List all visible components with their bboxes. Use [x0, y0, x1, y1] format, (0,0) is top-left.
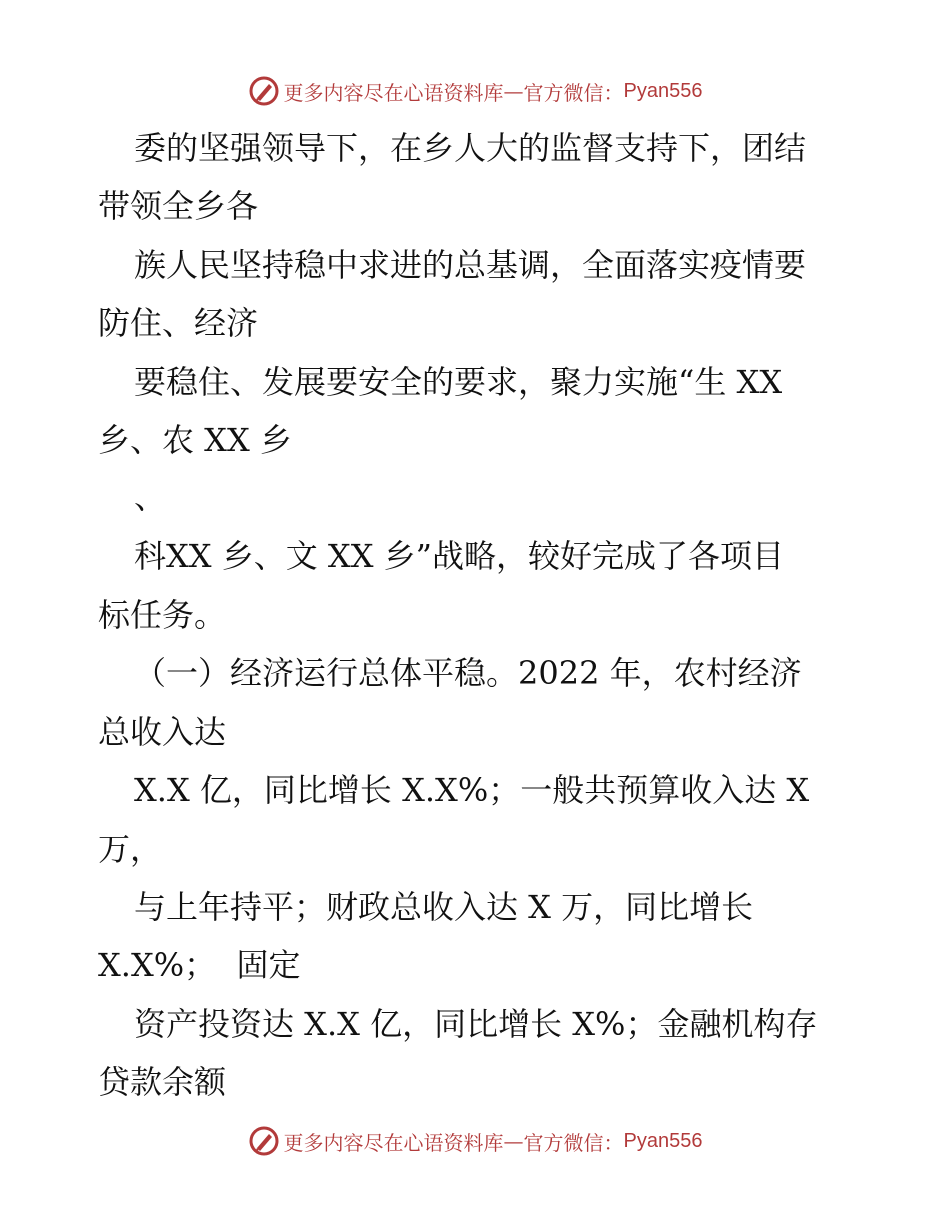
banner-title: 更多内容尽在心语资料库 — [283, 1130, 504, 1155]
text-line: （一）经济运行总体平稳。2022 年，农村经济 — [134, 654, 802, 692]
text-line: 标任务。 — [98, 596, 227, 634]
banner-separator: — — [503, 79, 524, 103]
text-line: 防住、经济 — [98, 304, 259, 342]
banner-wechat-label: 官方微信： — [523, 80, 624, 105]
text-line: 带领全乡各 — [98, 187, 259, 225]
text-line: 与上年持平；财政总收入达 X 万，同比增长 — [134, 888, 754, 926]
text-line: X.X 亿，同比增长 X.X%；一般共预算收入达 X — [134, 771, 810, 809]
banner-wechat-id: Pyan556 — [623, 79, 703, 102]
banner-title: 更多内容尽在心语资料库 — [283, 80, 504, 105]
text-line: 族人民坚持稳中求进的总基调，全面落实疫情要 — [134, 246, 807, 284]
banner-wechat-label: 官方微信： — [523, 1130, 624, 1155]
text-line: 资产投资达 X.X 亿，同比增长 X%；金融机构存 — [134, 1005, 818, 1043]
banner-wechat-id: Pyan556 — [623, 1129, 703, 1152]
text-line: 乡、农 XX 乡 — [98, 421, 292, 459]
text-line: X.X%； 固定 — [98, 946, 301, 984]
text-line: 科XX 乡、文 XX 乡”战略，较好完成了各项目 — [134, 537, 785, 575]
text-line: 委的坚强领导下，在乡人大的监督支持下，团结 — [134, 129, 807, 167]
footer-banner — [0, 1123, 950, 1159]
pen-logo-icon — [248, 75, 280, 107]
pen-logo-icon — [248, 1125, 280, 1157]
text-line: 、 — [134, 478, 167, 516]
text-line: 要稳住、发展要安全的要求，聚力实施“生 XX — [134, 363, 783, 401]
banner-separator: — — [503, 1129, 524, 1153]
header-banner — [0, 73, 950, 109]
text-line: 万， — [98, 830, 163, 868]
text-line: 总收入达 — [98, 713, 227, 751]
text-line: 贷款余额 — [98, 1063, 227, 1101]
